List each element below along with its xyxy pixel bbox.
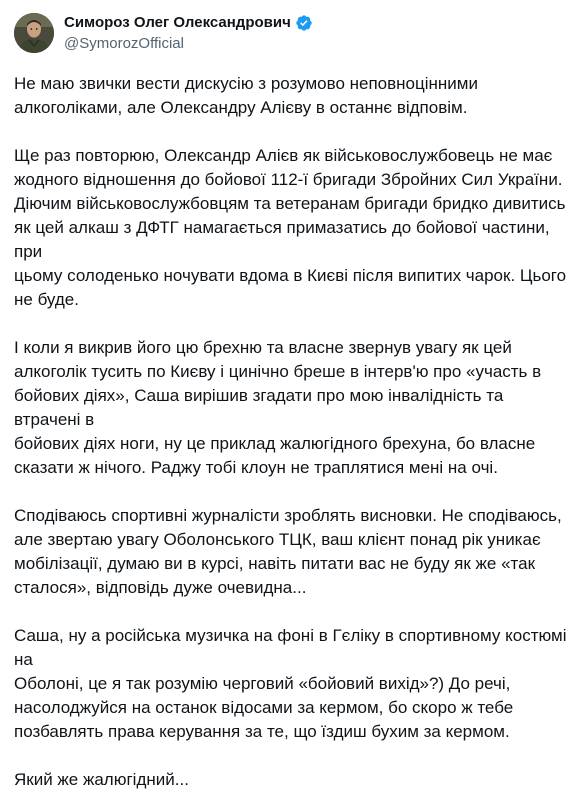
tweet-paragraph: Який же жалюгідний... [14,770,189,789]
military-portrait-avatar-icon [14,13,54,53]
author-handle[interactable]: @SymorozOfficial [64,35,184,52]
tweet-paragraph: І коли я викрив його цю брехню та власне звернув увагу як цей алкоголік тусить по Києву і цинічно бреше в інтерв'ю про «участь в бойових діях», Саша вирішив згадати про мою інвалідність та втрачені в бойових діях ноги, ну це приклад жалюгідного брехуна, бо власне сказати ж нічого. Раджу тобі клоун не траплятися мені на очі. [14,338,542,477]
tweet-header [14,12,571,60]
author-block [64,12,313,54]
tweet-paragraph: Не маю звички вести дискусію з розумово неповноцінними алкоголіками, але Олександру Алієву в останнє відповім. [14,74,478,117]
tweet-paragraph: Саша, ну а російська музичка на фоні в Гєліку в спортивному костюмі на Оболоні, це я так розумію черговий «бойовий вихід»?) До речі, насолоджуйся на останок відосами за кермом, бо скоро ж тебе позбавлять права керування за те, що їздиш бухим за кермом. [14,626,567,741]
author-name-row[interactable] [64,13,313,33]
tweet-paragraph: Сподіваюсь спортивні журналісти зроблять висновки. Не сподіваюсь, але звертаю увагу Оболонського ТЦК, ваш клієнт понад рік уникає мобілізації, думаю ви в курсі, навіть питати вас не буду як же «так сталося», відповідь дуже очевидна... [14,506,562,597]
verified-badge-icon[interactable] [295,14,313,32]
tweet-text [14,72,571,792]
avatar[interactable] [14,13,54,53]
tweet-paragraph: Ще раз повторюю, Олександр Алієв як військовослужбовець не має жодного відношення до бойової 112-ї бригади Збройних Сил України. Діючим військовослужбовцям та ветеранам бригади бридко дивитись як цей алкаш з ДФТГ намагається примазатись до бойової частини, при цьому солоденько ночувати вдома в Києві після випитих чарок. Цього не буде. [14,146,567,309]
author-display-name[interactable]: Симороз Олег Олександрович [64,14,291,31]
